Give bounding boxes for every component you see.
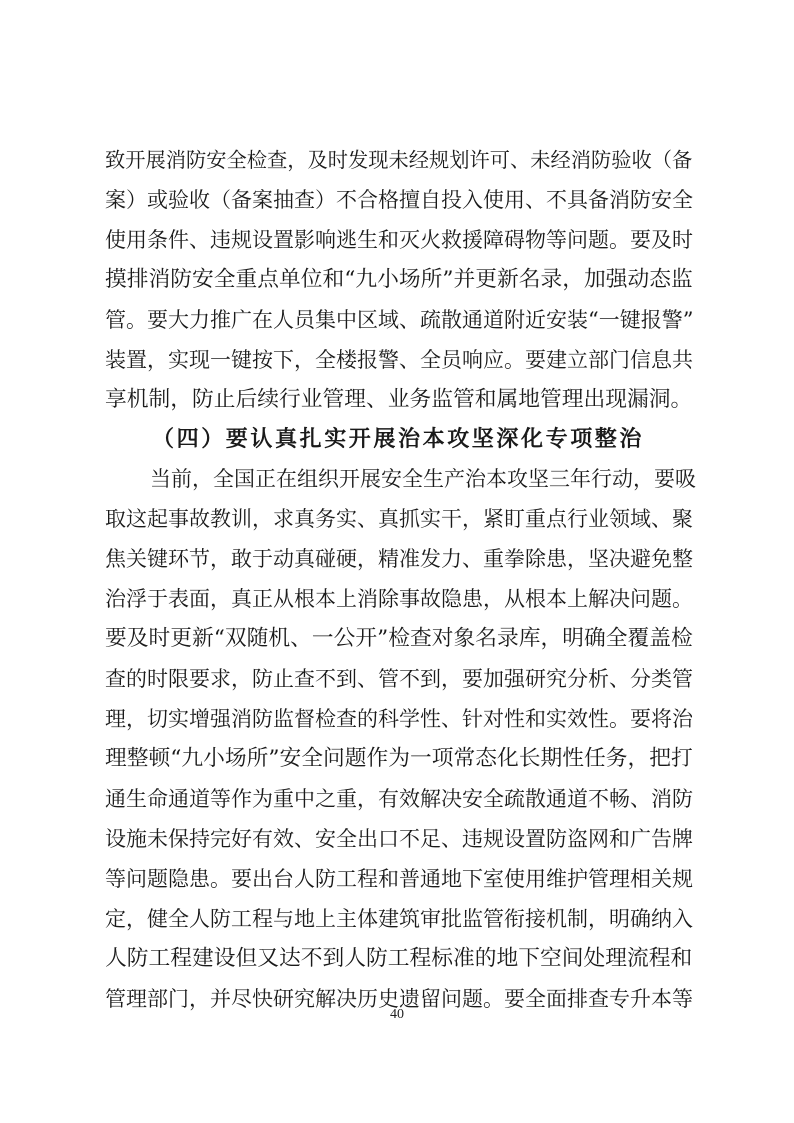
paragraph-line: 摸排消防安全重点单位和“九小场所”并更新名录，加强动态监 — [105, 267, 693, 292]
paragraph-line: 设施未保持完好有效、安全出口不足、违规设置防盗网和广告牌 — [105, 827, 693, 851]
paragraph-line: 管理部门，并尽快研究解决历史遗留问题。要全面排查专升本等 — [105, 987, 693, 1011]
paragraph-line: 等问题隐患。要出台人防工程和普通地下室使用维护管理相关规 — [105, 867, 693, 891]
paragraph-line: 取这起事故教训，求真务实、真抓实干，紧盯重点行业领域、聚 — [105, 507, 693, 531]
paragraph-line: 案）或验收（备案抽查）不合格擅自投入使用、不具备消防安全 — [105, 188, 693, 212]
paragraph-line: 定，健全人防工程与地上主体建筑审批监管衔接机制，明确纳入 — [105, 907, 693, 931]
paragraph-line: 管。要大力推广在人员集中区域、疏散通道附近安装“一键报警” — [105, 308, 694, 332]
paragraph-line: 人防工程建设但又达不到人防工程标准的地下空间处理流程和 — [105, 946, 693, 971]
page-number: 40 — [390, 1007, 404, 1022]
paragraph-line: 查的时限要求，防止查不到、管不到，要加强研究分析、分类管 — [105, 667, 693, 691]
paragraph-line: 致开展消防安全检查，及时发现未经规划许可、未经消防验收（备 — [105, 148, 693, 172]
paragraph-line: 当前，全国正在组织开展安全生产治本攻坚三年行动，要吸 — [150, 467, 696, 491]
paragraph-line: 理，切实增强消防监督检查的科学性、针对性和实效性。要将治 — [105, 707, 693, 731]
paragraph-line: 理整顿“九小场所”安全问题作为一项常态化长期性任务，把打 — [105, 746, 693, 771]
paragraph-line: 要及时更新“双随机、一公开”检查对象名录库，明确全覆盖检 — [105, 626, 693, 651]
paragraph-line: 使用条件、违规设置影响逃生和灭火救援障碍物等问题。要及时 — [105, 228, 693, 252]
paragraph-line: 装置，实现一键按下，全楼报警、全员响应。要建立部门信息共 — [105, 348, 693, 372]
paragraph-line: 治浮于表面，真正从根本上消除事故隐患，从根本上解决问题。 — [105, 587, 693, 611]
paragraph-line: 焦关键环节，敢于动真碰硬，精准发力、重拳除患，坚决避免整 — [105, 547, 693, 571]
section-heading: （四）要认真扎实开展治本攻坚深化专项整治 — [152, 426, 645, 452]
paragraph-line: 享机制，防止后续行业管理、业务监管和属地管理出现漏洞。 — [105, 387, 693, 412]
paragraph-line: 通生命通道等作为重中之重，有效解决安全疏散通道不畅、消防 — [105, 787, 693, 811]
